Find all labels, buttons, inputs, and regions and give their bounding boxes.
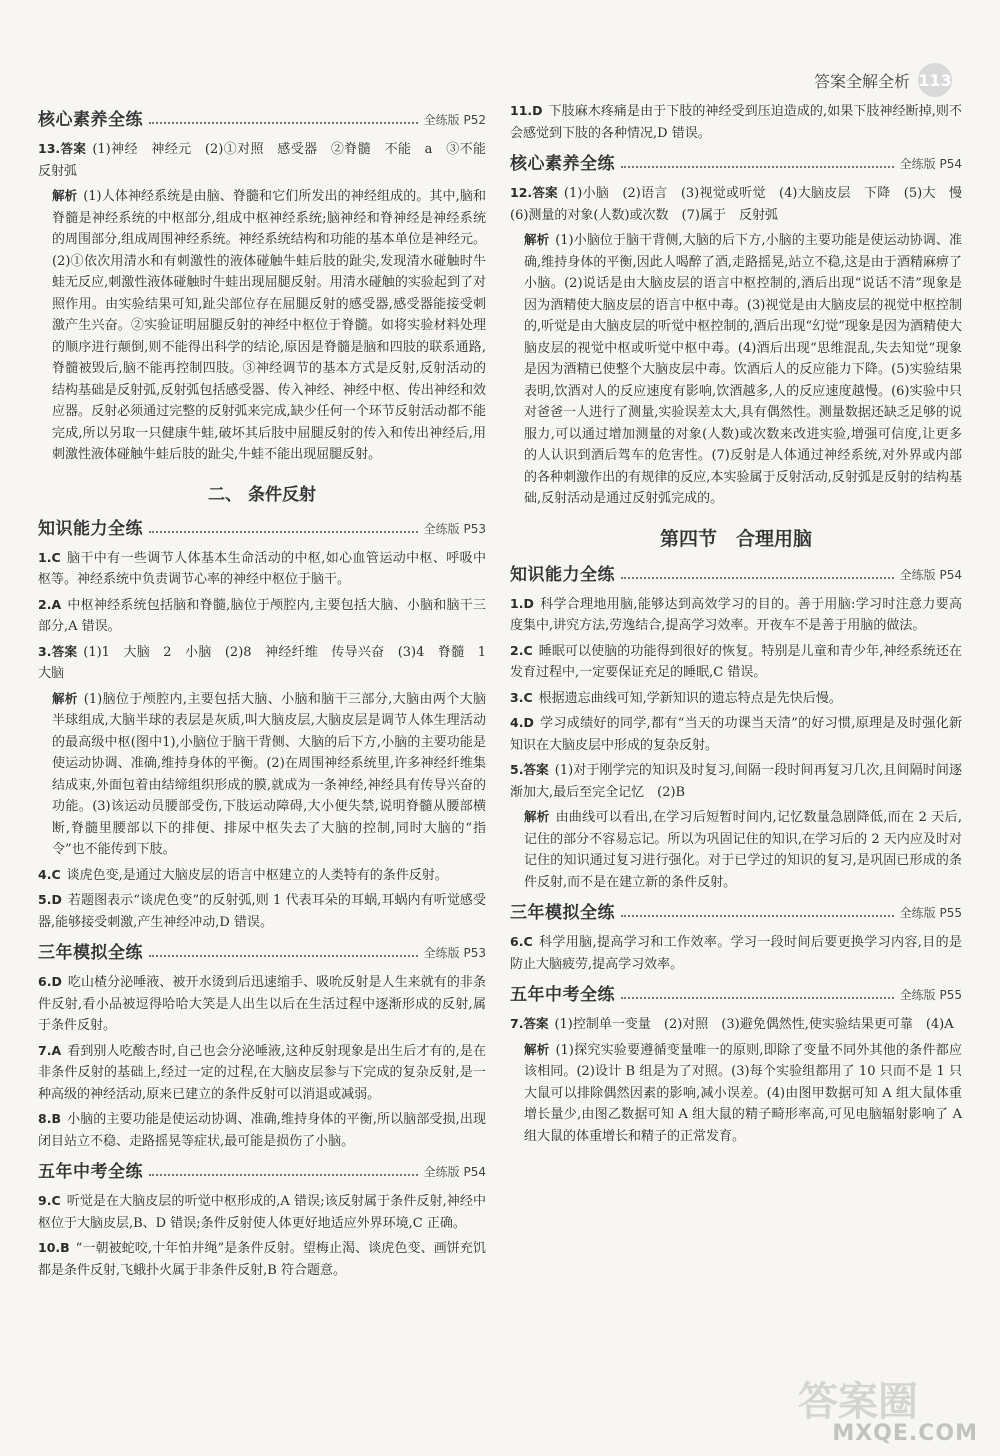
question-number: 12.答案: [510, 185, 558, 200]
question-number: 10.B: [38, 1240, 70, 1255]
question-2: [510, 640, 962, 684]
section-heading: [38, 1158, 486, 1182]
question-number: 1.C: [38, 549, 61, 565]
question-text: 下肢麻木疼痛是由于下肢的神经受到压迫造成的,如果下肢神经断掉,则不会感觉到下肢的各种情况,D 错误。: [510, 104, 962, 141]
dotted-leader: [621, 577, 894, 579]
question-number: 9.C: [38, 1193, 61, 1208]
section-version: 全练版 P53: [423, 521, 486, 536]
question-text: 听觉是在大脑皮层的听觉中枢形成的,A 错误;该反射属于条件反射,神经中枢位于大脑皮层,B、D 错误;条件反射使人体更好地适应外界环境,C 正确。: [38, 1194, 486, 1231]
section-heading: [510, 561, 962, 585]
question-13: [38, 138, 500, 182]
analysis-3: [38, 688, 486, 861]
answer-text: (1)神经 神经元 (2)①对照 感受器 ②脊髓 不能 a ③不能 反射弧: [38, 142, 500, 179]
analysis-label: 解析: [52, 188, 78, 203]
dotted-leader: [149, 955, 418, 957]
question-text: 谈虎色变,是通过大脑皮层的语言中枢建立的人类特有的条件反射。: [66, 867, 448, 883]
section-version: 全练版 P52: [423, 113, 486, 127]
question-6: [38, 971, 486, 1037]
analysis-5: [510, 806, 962, 893]
analysis-label: 解析: [524, 1041, 550, 1057]
question-7: [510, 1013, 962, 1036]
section-version: 全练版 P53: [423, 946, 486, 960]
watermark-site: MXQE.COM: [832, 1421, 978, 1446]
page-number: 113: [918, 63, 952, 97]
answer-text: (1)1 大脑 2 小脑 (2)8 神经纤维 传导兴奋 (3)4 脊髓 1 大脑: [38, 644, 500, 681]
dotted-leader: [149, 122, 418, 124]
analysis-text: (1)人体神经系统是由脑、脊髓和它们所发出的神经组成的。其中,脑和脊髓是神经系统的中枢部分,组成中枢神经系统;脑神经和脊神经是神经系统的周围部分,组成周围神经系统。神经系统结构和功能的基本单位是神经元。(2)①依次用清水和有刺激性的液体碰触牛蛙后肢的趾尖,发现清水碰触时牛蛙无反应,刺激性液体碰触时牛蛙出现屈腿反射。用清水碰触的实验起到了对照作用。由实验结果可知,趾尖部位存在屈腿反射的感受器,感受器能接受刺激产生兴奋。②实验证明屈腿反射的神经中枢位于脊髓。如将实验材料处理的顺序进行颠倒,则不能得出科学的结论,原因是脊髓是脑和四肢的联系通路,脊髓被毁后,脑不能再控制四肢。③神经调节的基本方式是反射,反射活动的结构基础是反射弧,反射弧包括感受器、传入神经、神经中枢、传出神经和效应器。反射必须通过完整的反射弧来完成,缺少任何一个环节反射活动都不能完成,所以另取一只健康牛蛙,破坏其后肢中屈腿反射的传入和传出神经后,用刺激性液体碰触牛蛙后肢的趾尖,牛蛙不能出现屈腿反射。: [52, 189, 486, 462]
question-text: 吃山楂分泌唾液、被开水烫到后迅速缩手、吸吮反射是人生来就有的非条件反射,看小品被逗得哈哈大笑是人出生以后在生活过程中逐渐形成的反射,属于条件反射。: [38, 975, 486, 1033]
section-name: 核心素养全练: [510, 154, 615, 174]
analysis-text: (1)脑位于颅腔内,主要包括大脑、小脑和脑干三部分,大脑由两个大脑半球组成,大脑半球的表层是灰质,叫大脑皮层,大脑皮层是调节人体生理活动的最高级中枢(图中1),小脑位于脑干背侧、大脑的后下方,小脑的主要功能是使运动协调、准确,维持身体的平衡。(2)在周围神经系统里,许多神经纤维集结成束,外面包着由结缔组织形成的膜,就成为一条神经,神经具有传导兴奋的功能。(3)该运动员腰部受伤,下肢运动障碍,大小便失禁,说明脊髓从腰部横断,脊髓里腰部以下的排便、排尿中枢失去了大脑的控制,同时大脑的“指令”也不能传到下肢。: [52, 691, 486, 857]
site-watermark: [788, 1370, 978, 1446]
question-number: 4.D: [510, 715, 534, 730]
section-heading: [38, 106, 486, 130]
section-heading: [38, 515, 486, 539]
watermark-logo: 答案圈: [798, 1379, 918, 1425]
question-9: [38, 1190, 486, 1234]
section-name: 五年中考全练: [510, 985, 615, 1005]
question-text: “一朝被蛇咬,十年怕井绳”是条件反射。望梅止渴、谈虎色变、画饼充饥都是条件反射,飞蛾扑火属于非条件反射,B 符合题意。: [38, 1241, 486, 1278]
question-text: 睡眠可以使脑的功能得到很好的恢复。特别是儿童和青少年,神经系统还在发育过程中,一定要保证充足的睡眠,C 错误。: [510, 643, 962, 680]
question-7: [38, 1040, 486, 1106]
right-column: [510, 100, 975, 1150]
question-number: 11.D: [510, 103, 543, 118]
section-heading: [38, 939, 486, 963]
question-number: 13.答案: [38, 141, 87, 156]
question-text: 若题图表示“谈虎色变”的反射弧,则 1 代表耳朵的耳蜗,耳蜗内有听觉感受器,能够接受刺激,产生神经冲动,D 错误。: [38, 893, 486, 930]
section-heading: [510, 150, 962, 174]
dotted-leader: [621, 166, 894, 168]
question-number: 3.C: [510, 689, 533, 705]
question-number: 7.A: [38, 1042, 62, 1058]
question-5: [510, 759, 962, 803]
question-text: 脑干中有一些调节人体基本生命活动的中枢,如心血管运动中枢、呼吸中枢等。神经系统中负责调节心率的神经中枢位于脑干。: [38, 550, 486, 587]
dotted-leader: [149, 531, 418, 533]
chapter-title: 第四节 合理用脑: [659, 527, 812, 550]
question-5: [38, 889, 486, 933]
question-6: [510, 931, 962, 975]
section-name: 核心素养全练: [38, 110, 143, 130]
section-version: 全练版 P55: [899, 988, 962, 1002]
dotted-leader: [621, 997, 894, 999]
section-version: 全练版 P55: [899, 906, 962, 920]
analysis-text: (1)探究实验要遵循变量唯一的原则,即除了变量不同外其他的条件都应该相同。(2)设计 B 组是为了对照。(3)每个实验组都用了 10 只而不是 1 只大鼠可以排除偶然因素的影响,减小误差。(4)由图甲数据可知 A 组大鼠体重增长量少,由图乙数据可知 A 组大鼠的精子畸形率高,可见电脑辐射影响了 A 组大鼠的体重增长和精子的正常发育。: [524, 1042, 962, 1144]
question-4: [510, 712, 962, 756]
analysis-7: [510, 1039, 962, 1148]
analysis-text: (1)小脑位于脑干背侧,大脑的后下方,小脑的主要功能是使运动协调、准确,维持身体的平衡,因此人喝醉了酒,走路摇晃,站立不稳,这是由于酒精麻痹了小脑。(2)说话是由大脑皮层的语言中枢控制的,酒后出现“说话不清”现象是因为酒精使大脑皮层的语言中枢中毒。(3)视觉是由大脑皮层的视觉中枢控制的,听觉是由大脑皮层的听觉中枢控制的,酒后出现“幻觉”现象是因为酒精使大脑皮层的视觉中枢或听觉中枢中毒。(4)酒后出现“思维混乱,失去知觉”现象是因为酒精已使整个大脑皮层中毒。饮酒后人的反应能力下降。(5)实验结果表明,饮酒对人的反应速度有影响,饮酒越多,人的反应速度越慢。(6)实验中只对爸爸一人进行了测量,实验误差太大,具有偶然性。测量数据还缺乏足够的说服力,可以通过增加测量的对象(人数)或次数来改进实验,增强可信度,让更多的人认识到酒后驾车的危害性。(7)反射是人体通过神经系统,对外界或内部的各种刺激作出的有规律的反应,本实验属于反射活动,反射弧是反射的结构基础,反射活动是通过反射弧完成的。: [524, 233, 962, 506]
question-number: 6.C: [510, 934, 533, 949]
question-number: 4.C: [38, 866, 61, 882]
analysis-label: 解析: [524, 232, 550, 247]
answer-text: (1)对于刚学完的知识及时复习,间隔一段时间再复习几次,且间隔时间逐渐加大,最后至完全记忆 (2)B: [510, 763, 962, 800]
question-number: 5.答案: [510, 762, 549, 777]
section-heading: [510, 981, 962, 1005]
question-number: 6.D: [38, 974, 62, 989]
left-column: [38, 100, 500, 1284]
question-number: 8.B: [38, 1111, 61, 1126]
section-version: 全练版 P54: [899, 157, 962, 171]
question-1: [510, 593, 962, 637]
answer-text: (1)小脑 (2)语言 (3)视觉或听觉 (4)大脑皮层 下降 (5)大 慢 (6)测量的对象(人数)或次数 (7)属于 反射弧: [510, 186, 975, 223]
section-name: 三年模拟全练: [510, 903, 615, 923]
question-number: 1.D: [510, 595, 534, 611]
section-name: 五年中考全练: [38, 1162, 143, 1182]
question-text: 科学合理地用脑,能够达到高效学习的目的。善于用脑:学习时注意力要高度集中,讲究方法,劳逸结合,提高学习效率。开夜车不是善于用脑的做法。: [510, 596, 962, 633]
header-title: 答案全解全析: [813, 71, 910, 91]
chapter-title: 二、 条件反射: [208, 484, 316, 505]
question-2: [38, 594, 486, 638]
dotted-leader: [621, 915, 894, 917]
question-text: 学习成绩好的同学,都有“当天的功课当天清”的好习惯,原理是及时强化新知识在大脑皮层中形成的复杂反射。: [510, 716, 962, 753]
analysis-12: [510, 229, 962, 510]
section-version: 全练版 P54: [423, 1165, 486, 1179]
page-header: [814, 62, 952, 98]
section-name: 三年模拟全练: [38, 943, 143, 963]
question-number: 2.A: [38, 596, 62, 612]
question-text: 中枢神经系统包括脑和脊髓,脑位于颅腔内,主要包括大脑、小脑和脑干三部分,A 错误。: [38, 597, 486, 634]
section-name: 知识能力全练: [38, 518, 143, 539]
question-number: 3.答案: [38, 643, 78, 659]
question-1: [38, 547, 486, 591]
question-4: [38, 864, 486, 887]
analysis-text: 由曲线可以看出,在学习后短暂时间内,记忆数量急剧降低,而在 2 天后,记住的部分不容易忘记。所以为巩固记住的知识,在学习后的 2 天内应及时对记住的知识通过复习进行强化。对于已学过的知识的复习,是巩固已形成的条件反射,而不是在建立新的条件反射。: [524, 810, 962, 890]
question-11: [510, 100, 962, 144]
question-text: 看到别人吃酸杏时,自己也会分泌唾液,这种反射现象是出生后才有的,是在非条件反射的基础上,经过一定的过程,在大脑皮层参与下完成的复杂反射,是一种高级的神经活动,原来已建立的条件反射可以消退或减弱。: [38, 1043, 486, 1102]
question-number: 5.D: [38, 892, 62, 907]
question-8: [38, 1108, 486, 1152]
analysis-label: 解析: [524, 809, 550, 824]
analysis-label: 解析: [52, 690, 78, 706]
section-name: 知识能力全练: [510, 564, 615, 585]
question-text: 小脑的主要功能是使运动协调、准确,维持身体的平衡,所以脑部受损,出现闭目站立不稳、走路摇晃等症状,最可能是损伤了小脑。: [38, 1112, 486, 1149]
question-text: 科学用脑,提高学习和工作效率。学习一段时间后要更换学习内容,目的是防止大脑疲劳,提高学习效率。: [510, 935, 962, 972]
question-10: [38, 1237, 486, 1281]
question-text: 根据遗忘曲线可知,学新知识的遗忘特点是先快后慢。: [538, 690, 842, 706]
analysis-13: [38, 185, 486, 466]
answer-text: (1)控制单一变量 (2)对照 (3)避免偶然性,使实验结果更可靠 (4)A: [554, 1017, 954, 1032]
question-12: [510, 182, 975, 226]
section-version: 全练版 P54: [899, 567, 962, 582]
section-heading: [510, 899, 962, 923]
dotted-leader: [149, 1174, 418, 1176]
question-3: [510, 687, 962, 710]
question-3: [38, 641, 500, 685]
question-number: 7.答案: [510, 1016, 549, 1031]
question-number: 2.C: [510, 642, 533, 658]
